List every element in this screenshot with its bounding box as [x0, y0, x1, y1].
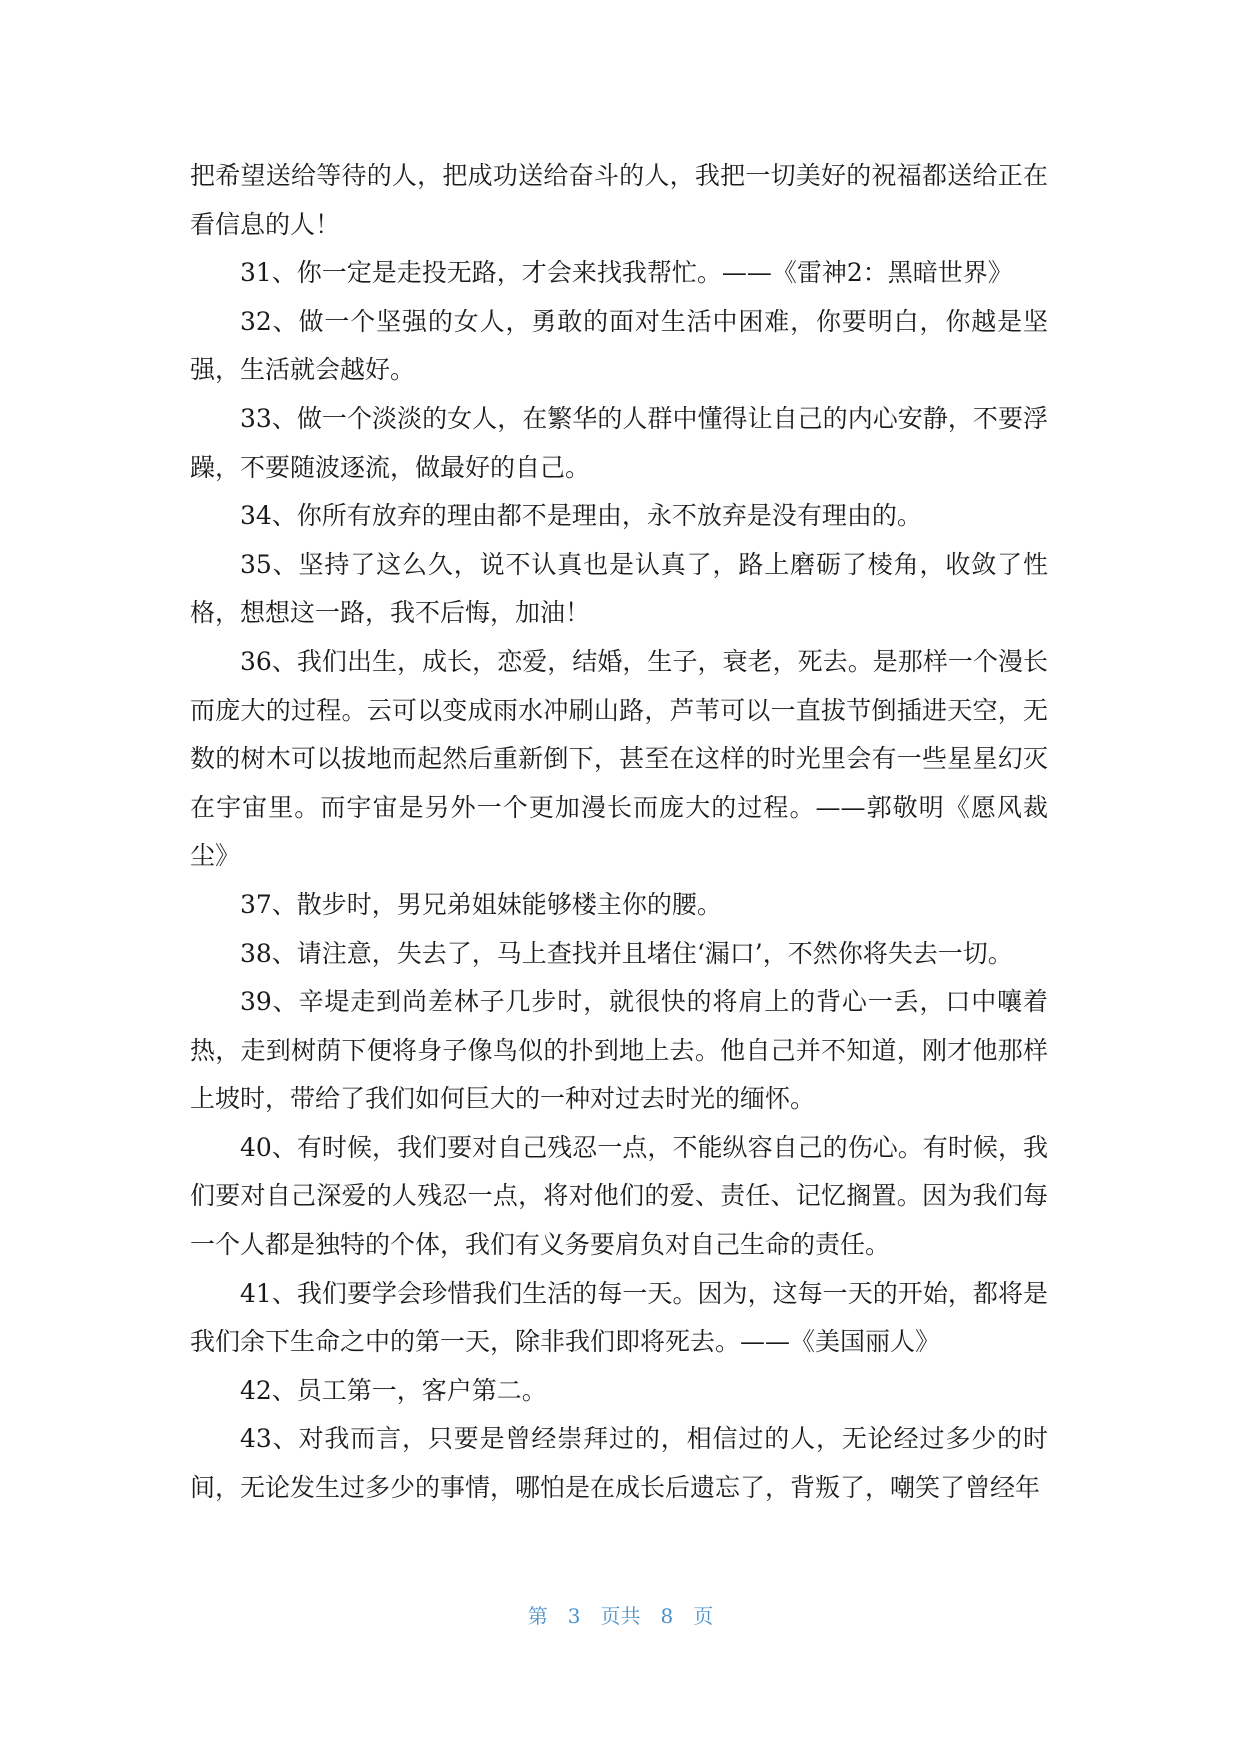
- paragraph: 40、有时候，我们要对自己残忍一点，不能纵容自己的伤心。有时候，我们要对自己深爱的人残忍一点，将对他们的爱、责任、记忆搁置。因为我们每一个人都是独特的个体，我们有义务要肩负对自己生命的责任。: [190, 1132, 1048, 1260]
- paragraph: 35、坚持了这么久，说不认真也是认真了，路上磨砺了棱角，收敛了性格，想想这一路，我不后悔，加油！: [190, 549, 1048, 628]
- page-label-suffix: 页: [693, 1604, 714, 1628]
- paragraph: 42、员工第一，客户第二。: [240, 1375, 547, 1405]
- paragraph: 31、你一定是走投无路，才会来找我帮忙。——《雷神2：黑暗世界》: [240, 258, 1013, 288]
- paragraph: 38、请注意，失去了，马上查找并且堵住‘漏口’，不然你将失去一切。: [240, 938, 1013, 968]
- paragraph: 36、我们出生，成长，恋爱，结婚，生子，衰老，死去。是那样一个漫长而庞大的过程。云可以变成雨水冲刷山路，芦苇可以一直拔节倒插进天空，无数的树木可以拔地而起然后重新倒下，甚至在这样的时光里会有一些星星幻灭在宇宙里。而宇宙是另外一个更加漫长而庞大的过程。——郭敬明《愿风裁尘》: [190, 646, 1048, 871]
- page-label-mid: 页共: [600, 1604, 641, 1628]
- page-label-prefix: 第: [527, 1604, 548, 1628]
- paragraph: 37、散步时，男兄弟姐妹能够楼主你的腰。: [240, 889, 722, 919]
- paragraph: 33、做一个淡淡的女人，在繁华的人群中懂得让自己的内心安静，不要浮躁，不要随波逐流，做最好的自己。: [190, 403, 1048, 482]
- total-pages-number: 8: [660, 1604, 674, 1628]
- paragraph: 把希望送给等待的人，把成功送给奋斗的人，我把一切美好的祝福都送给正在看信息的人！: [190, 161, 1048, 239]
- paragraph: 41、我们要学会珍惜我们生活的每一天。因为，这每一天的开始，都将是我们余下生命之中的第一天，除非我们即将死去。——《美国丽人》: [190, 1278, 1048, 1357]
- current-page-number: 3: [567, 1604, 581, 1628]
- paragraph: 39、辛堤走到尚差林子几步时，就很快的将肩上的背心一丢，口中嚷着热，走到树荫下便将身子像鸟似的扑到地上去。他自己并不知道，刚才他那样上坡时，带给了我们如何巨大的一种对过去时光的缅怀。: [190, 987, 1048, 1114]
- page-footer: [0, 1600, 1241, 1629]
- paragraph: 43、对我而言，只要是曾经崇拜过的，相信过的人，无论经过多少的时间，无论发生过多少的事情，哪怕是在成长后遗忘了，背叛了，嘲笑了曾经年: [190, 1424, 1048, 1503]
- paragraph: 34、你所有放弃的理由都不是理由，永不放弃是没有理由的。: [240, 501, 922, 531]
- paragraph: 32、做一个坚强的女人，勇敢的面对生活中困难，你要明白，你越是坚强，生活就会越好。: [190, 306, 1048, 385]
- document-body: [190, 152, 1048, 1513]
